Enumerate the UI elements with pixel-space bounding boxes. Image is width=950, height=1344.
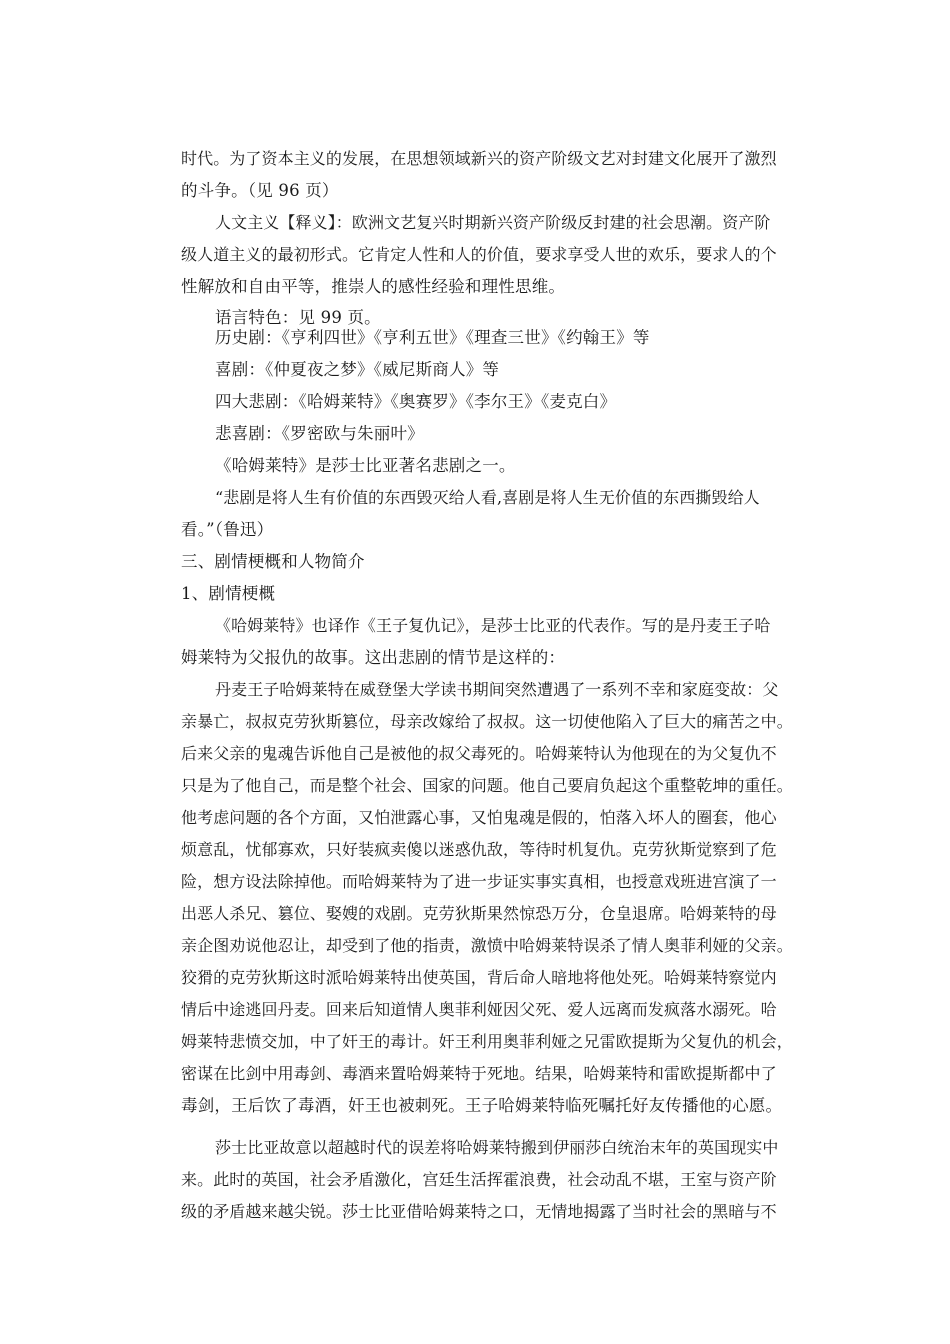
text-line: 险，想方设法除掉他。而哈姆莱特为了进一步证实事实真相，也授意戏班进宫演了一 — [181, 872, 777, 891]
text-line: 悲喜剧：《罗密欧与朱丽叶》 — [215, 424, 424, 443]
text-line: 性解放和自由平等，推崇人的感性经验和理性思维。 — [181, 277, 566, 296]
text-line: “悲剧是将人生有价值的东西毁灭给人看,喜剧是将人生无价值的东西撕毁给人 — [215, 488, 760, 507]
text-line: 《哈姆莱特》也译作《王子复仇记》，是莎士比亚的代表作。写的是丹麦王子哈 — [215, 616, 771, 635]
text-line: 人文主义【释义】：欧洲文艺复兴时期新兴资产阶级反封建的社会思潮。资产阶 — [215, 213, 771, 232]
text-line: 他考虑问题的各个方面，又怕泄露心事，又怕鬼魂是假的，怕落入坏人的圈套，他心 — [181, 808, 777, 827]
text-line: 的斗争。（见 96 页） — [181, 181, 339, 200]
text-line: 情后中途逃回丹麦。回来后知道情人奥菲利娅因父死、爱人远离而发疯落水溺死。哈 — [181, 1000, 777, 1019]
text-line: 级人道主义的最初形式。它肯定人性和人的价值，要求享受人世的欢乐，要求人的个 — [181, 245, 777, 264]
text-line: 丹麦王子哈姆莱特在威登堡大学读书期间突然遭遇了一系列不幸和家庭变故：父 — [215, 680, 779, 699]
text-line: 毒剑，王后饮了毒酒，奸王也被刺死。王子哈姆莱特临死嘱托好友传播他的心愿。 — [181, 1096, 783, 1115]
text-line: 喜剧：《仲夏夜之梦》《威尼斯商人》等 — [215, 360, 500, 379]
text-line: 《哈姆莱特》是莎士比亚著名悲剧之一。 — [215, 456, 516, 475]
section-heading: 三、剧情梗概和人物简介 — [181, 552, 365, 571]
text-line: 四大悲剧：《哈姆莱特》《奥赛罗》《李尔王》《麦克白》 — [215, 392, 617, 411]
text-line: 级的矛盾越来越尖锐。莎士比亚借哈姆莱特之口，无情地揭露了当时社会的黑暗与不 — [181, 1202, 777, 1221]
text-line: 狡猾的克劳狄斯这时派哈姆莱特出使英国，背后命人暗地将他处死。哈姆莱特察觉内 — [181, 968, 777, 987]
text-line: 烦意乱，忧郁寡欢，只好装疯卖傻以迷惑仇敌，等待时机复仇。克劳狄斯觉察到了危 — [181, 840, 777, 859]
text-line: 亲暴亡，叔叔克劳狄斯篡位，母亲改嫁给了叔叔。这一切使他陷入了巨大的痛苦之中。 — [181, 712, 793, 731]
text-line: 密谋在比剑中用毒剑、毒酒来置哈姆莱特于死地。结果，哈姆莱特和雷欧提斯都中了 — [181, 1064, 777, 1083]
text-line: 莎士比亚故意以超越时代的误差将哈姆莱特搬到伊丽莎白统治末年的英国现实中 — [215, 1138, 779, 1157]
text-line: 历史剧：《亨利四世》《亨利五世》《理查三世》《约翰王》等 — [215, 328, 650, 347]
text-line: 只是为了他自己，而是整个社会、国家的问题。他自己要肩负起这个重整乾坤的重任。 — [181, 776, 793, 795]
text-line: 后来父亲的鬼魂告诉他自己是被他的叔父毒死的。哈姆莱特认为他现在的为父复仇不 — [181, 744, 777, 763]
subsection-heading: 1、剧情梗概 — [181, 584, 276, 603]
text-line: 语言特色：见 99 页。 — [215, 308, 381, 327]
text-line: 姆莱特为父报仇的故事。这出悲剧的情节是这样的： — [181, 648, 566, 667]
text-line: 亲企图劝说他忍让，却受到了他的指责，激愤中哈姆莱特误杀了情人奥菲利娅的父亲。 — [181, 936, 793, 955]
text-line: 时代。为了资本主义的发展，在思想领域新兴的资产阶级文艺对封建文化展开了激烈 — [181, 149, 777, 168]
text-line: 看。”（鲁迅） — [181, 520, 274, 539]
text-line: 姆莱特悲愤交加，中了奸王的毒计。奸王利用奥菲利娅之兄雷欧提斯为父复仇的机会， — [181, 1032, 793, 1051]
text-line: 来。此时的英国，社会矛盾激化，宫廷生活挥霍浪费，社会动乱不堪，王室与资产阶 — [181, 1170, 777, 1189]
text-line: 出恶人杀兄、篡位、娶嫂的戏剧。克劳狄斯果然惊恐万分，仓皇退席。哈姆莱特的母 — [181, 904, 777, 923]
